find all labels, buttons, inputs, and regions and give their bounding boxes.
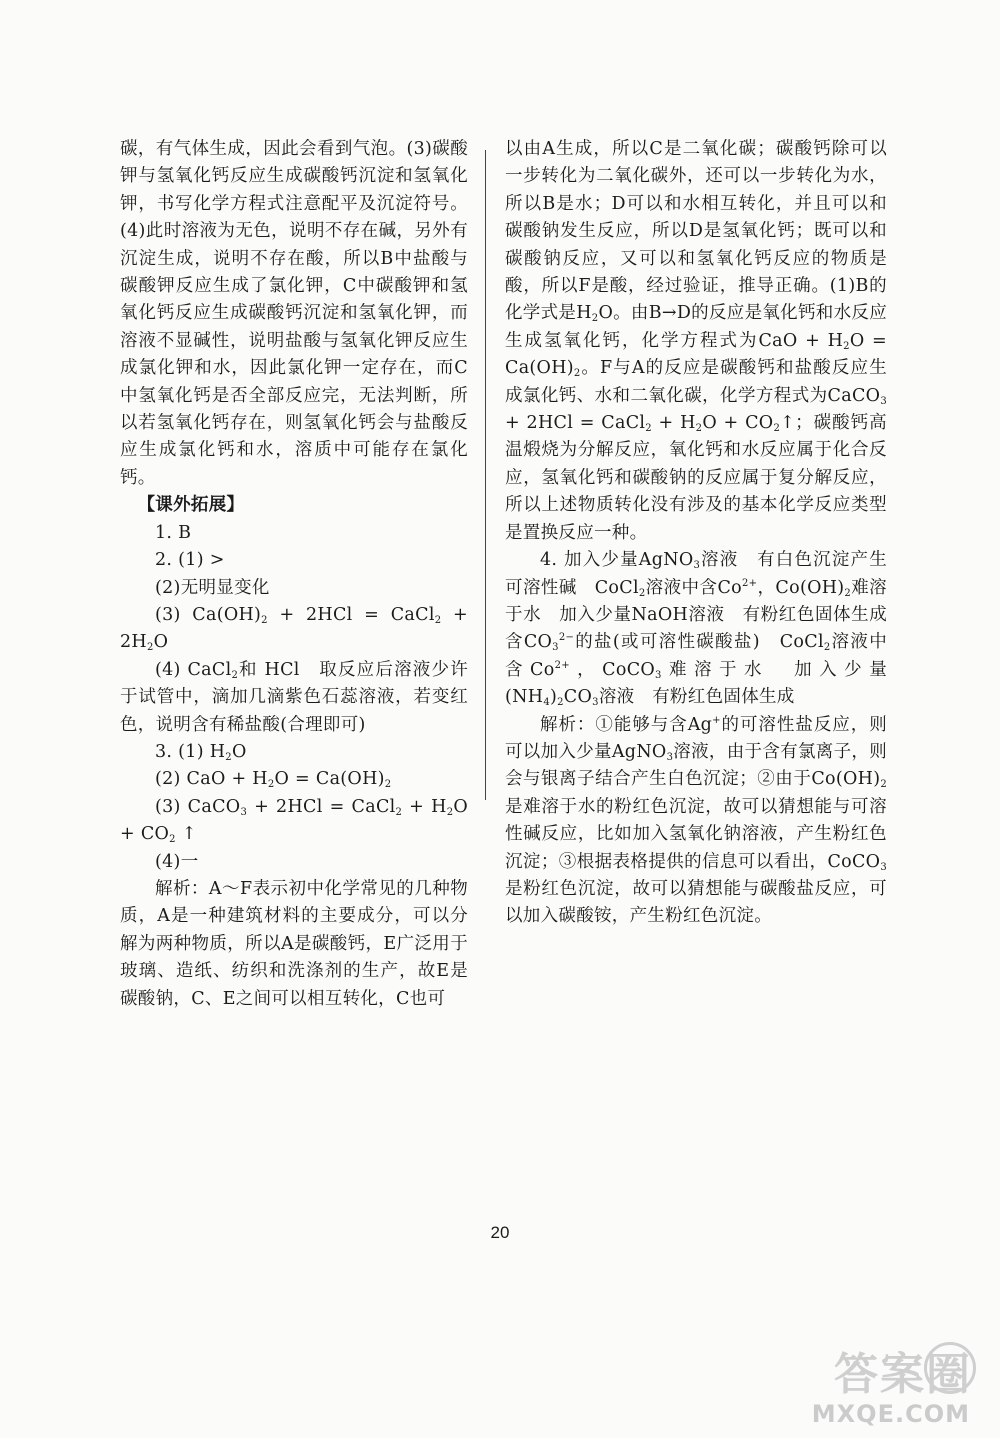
answer-3-1: 3. (1) $H_2O$ bbox=[155, 741, 247, 763]
column-divider bbox=[485, 150, 486, 800]
answer-2-2: (2)无明显变化 bbox=[155, 577, 270, 598]
answer-2-3: (3) $Ca(OH)_2 + 2HCl$ = CaCl$_2$ + $2H_2O$ bbox=[120, 604, 468, 654]
analysis-continued: 以由A生成，所以C是二氧化碳；碳酸钙除可以一步转化为二氧化碳外，还可以一步转化为水，所以B是水；D可以和水相互转化，并且可以和碳酸钠发生反应，所以D是氢氧化钙；既可以和碳酸钠反应，又可以和氢氧化钙反应的物质是酸，所以F是酸，经过验证，推导正确。(1)B的化学式是$H_2O$。由B→D的反应是氧化钙和水反应生成氢氧化钙，化学方程式为CaO + $H_2O = Ca(OH)_2$。F与A的反应是碳酸钙和盐酸反应生成氯化钙、水和二氧化碳，化学方程式为CaCO$_3$ + 2HCl = CaCl$_2$ + $H_2O$ + $CO_2↑$；碳酸钙高温煅烧为分解反应，氧化钙和水反应属于化合反应，氢氧化钙和碳酸钠的反应属于复分解反应，所以上述物质转化没有涉及的基本化学反应类型是置换反应一种。 bbox=[505, 139, 888, 543]
answer-2-1: 2. (1) > bbox=[155, 550, 225, 571]
watermark-logo-text: 答案圈 bbox=[834, 1349, 972, 1400]
answer-3-2: (2) CaO + $H_2O = Ca(OH)_2$ bbox=[155, 769, 392, 791]
section-heading: 【课外拓展】 bbox=[137, 495, 245, 516]
analysis-4: 解析：①能够与含Ag+的可溶性盐反应，则可以加入少量AgNO$_3$溶液，由于含有氯离子，则会与银离子结合产生白色沉淀；②由于$Co(OH)_2$是难溶于水的粉红色沉淀，故可以猜想能与可溶性碱反应，比如加入氢氧化钠溶液，产生粉红色沉淀；③根据表格提供的信息可以看出，CoCO$_3$是粉红色沉淀，故可以猜想能与碳酸盐反应，可以加入碳酸铵，产生粉红色沉淀。 bbox=[505, 714, 888, 927]
watermark-logo bbox=[798, 1338, 978, 1430]
left-column bbox=[120, 136, 468, 1013]
answer-2-4: (4) CaCl$_2$和 HCl 取反应后溶液少许于试管中，滴加几滴紫色石蕊溶液，若变红色，说明含有稀盐酸(合理即可) bbox=[120, 659, 468, 735]
page-number: 20 bbox=[490, 1223, 510, 1242]
answer-1: 1. B bbox=[155, 522, 192, 543]
right-column bbox=[505, 136, 905, 931]
analysis-paragraph: 解析：A～F表示初中化学常见的几种物质，A是一种建筑材料的主要成分，可以分解为两种物质，所以A是碳酸钙，E广泛用于玻璃、造纸、纺织和洗涤剂的生产，故E是碳酸钠，C、E之间可以相互转化，C也可 bbox=[120, 878, 468, 1009]
answer-3-3: (3) CaCO$_3$ + 2HCl = CaCl$_2$ + $H_2O + CO_2$ ↑ bbox=[120, 796, 469, 846]
answer-paragraph: 碳，有气体生成，因此会看到气泡。(3)碳酸钾与氢氧化钙反应生成碳酸钙沉淀和氢氧化钾，书写化学方程式注意配平及沉淀符号。(4)此时溶液为无色，说明不存在碱，另外有沉淀生成，说明不存在酸，所以B中盐酸与碳酸钾反应生成了氯化钾，C中碳酸钾和氢氧化钙反应生成碳酸钙沉淀和氢氧化钾，而溶液不显碱性，说明盐酸与氢氧化钾反应生成氯化钾和水，因此氯化钾一定存在，而C中氢氧化钙是否全部反应完，无法判断，所以若氢氧化钙存在，则氢氧化钙会与盐酸反应生成氯化钙和水，溶质中可能存在氯化钙。 bbox=[120, 139, 468, 488]
answer-3-4: (4)一 bbox=[155, 851, 199, 872]
watermark-url: MXQE.COM bbox=[811, 1400, 970, 1428]
answer-4: 4. 加入少量AgNO$_3$溶液 有白色沉淀产生 可溶性碱 CoCl$_2$溶液中含$Co^{2+}$，$Co(OH)_2$难溶于水 加入少量NaOH溶液 有粉红色固体生成 含$CO_3^{2-}$的盐(或可溶性碳酸盐) CoCl$_2$溶液中含$Co^{2+}$，CoCO$_3$难溶于水 加入少量$(NH_4)_2CO_3$溶液 有粉红色固体生成 bbox=[505, 550, 905, 709]
